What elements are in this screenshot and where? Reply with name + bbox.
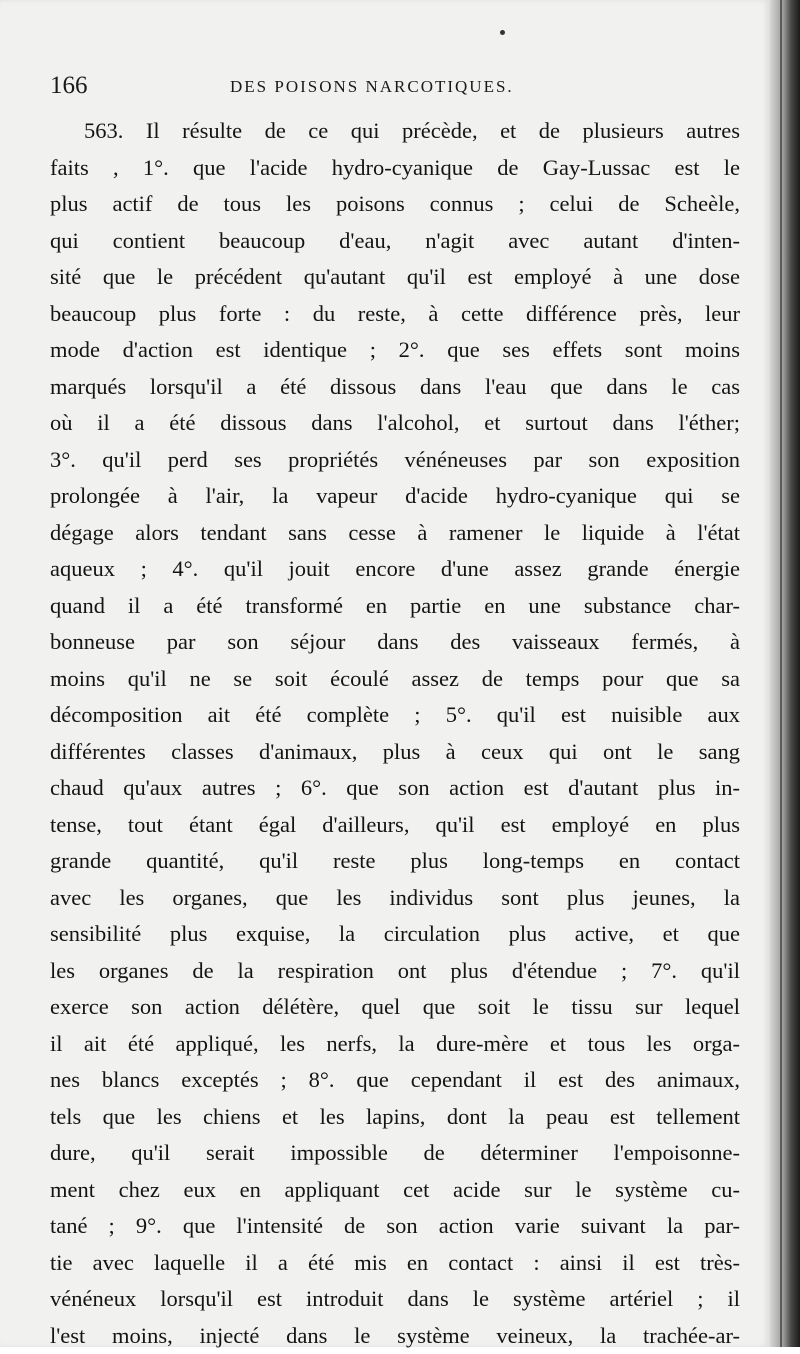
text-line: 563. Il résulte de ce qui précède, et de plusieurs autres bbox=[50, 113, 740, 150]
text-line: marqués lorsqu'il a été dissous dans l'eau que dans le cas bbox=[50, 369, 740, 406]
text-line: différentes classes d'animaux, plus à ceux qui ont le sang bbox=[50, 734, 740, 771]
text-line: chaud qu'aux autres ; 6°. que son action est d'autant plus in- bbox=[50, 770, 740, 807]
page-header bbox=[50, 72, 740, 100]
text-line: tels que les chiens et les lapins, dont la peau est tellement bbox=[50, 1099, 740, 1136]
ink-speck bbox=[500, 30, 505, 35]
text-line: qui contient beaucoup d'eau, n'agit avec autant d'inten- bbox=[50, 223, 740, 260]
text-line: vénéneux lorsqu'il est introduit dans le système artériel ; il bbox=[50, 1281, 740, 1318]
paragraph-563 bbox=[50, 113, 740, 1354]
text-line: avec les organes, que les individus sont plus jeunes, la bbox=[50, 880, 740, 917]
text-line: il ait été appliqué, les nerfs, la dure-mère et tous les orga- bbox=[50, 1026, 740, 1063]
page-edge-shadow bbox=[770, 0, 800, 1347]
text-line: dégage alors tendant sans cesse à ramener le liquide à l'état bbox=[50, 515, 740, 552]
text-line: l'est moins, injecté dans le système veineux, la trachée-ar- bbox=[50, 1318, 740, 1354]
text-line: ment chez eux en appliquant cet acide sur le système cu- bbox=[50, 1172, 740, 1209]
text-line: moins qu'il ne se soit écoulé assez de temps pour que sa bbox=[50, 661, 740, 698]
text-line: sensibilité plus exquise, la circulation plus active, et que bbox=[50, 916, 740, 953]
text-line: grande quantité, qu'il reste plus long-temps en contact bbox=[50, 843, 740, 880]
running-head: DES POISONS NARCOTIQUES. bbox=[230, 77, 514, 97]
text-line: tie avec laquelle il a été mis en contact : ainsi il est très- bbox=[50, 1245, 740, 1282]
text-line: quand il a été transformé en partie en une substance char- bbox=[50, 588, 740, 625]
text-line: dure, qu'il serait impossible de déterminer l'empoisonne- bbox=[50, 1135, 740, 1172]
text-line: prolongée à l'air, la vapeur d'acide hydro-cyanique qui se bbox=[50, 478, 740, 515]
text-line: aqueux ; 4°. qu'il jouit encore d'une assez grande énergie bbox=[50, 551, 740, 588]
text-line: mode d'action est identique ; 2°. que ses effets sont moins bbox=[50, 332, 740, 369]
text-line: nes blancs exceptés ; 8°. que cependant il est des animaux, bbox=[50, 1062, 740, 1099]
text-line: bonneuse par son séjour dans des vaisseaux fermés, à bbox=[50, 624, 740, 661]
text-line: faits , 1°. que l'acide hydro-cyanique de Gay-Lussac est le bbox=[50, 150, 740, 187]
binding-edge-line bbox=[780, 0, 782, 1347]
text-line: les organes de la respiration ont plus d'étendue ; 7°. qu'il bbox=[50, 953, 740, 990]
text-line: décomposition ait été complète ; 5°. qu'il est nuisible aux bbox=[50, 697, 740, 734]
text-line: plus actif de tous les poisons connus ; celui de Scheèle, bbox=[50, 186, 740, 223]
text-line: 3°. qu'il perd ses propriétés vénéneuses par son exposition bbox=[50, 442, 740, 479]
text-line: tense, tout étant égal d'ailleurs, qu'il est employé en plus bbox=[50, 807, 740, 844]
text-line: où il a été dissous dans l'alcohol, et surtout dans l'éther; bbox=[50, 405, 740, 442]
text-line: exerce son action délétère, quel que soit le tissu sur lequel bbox=[50, 989, 740, 1026]
text-line: sité que le précédent qu'autant qu'il est employé à une dose bbox=[50, 259, 740, 296]
text-line: beaucoup plus forte : du reste, à cette différence près, leur bbox=[50, 296, 740, 333]
text-line: tané ; 9°. que l'intensité de son action varie suivant la par- bbox=[50, 1208, 740, 1245]
page-number: 166 bbox=[50, 72, 88, 100]
